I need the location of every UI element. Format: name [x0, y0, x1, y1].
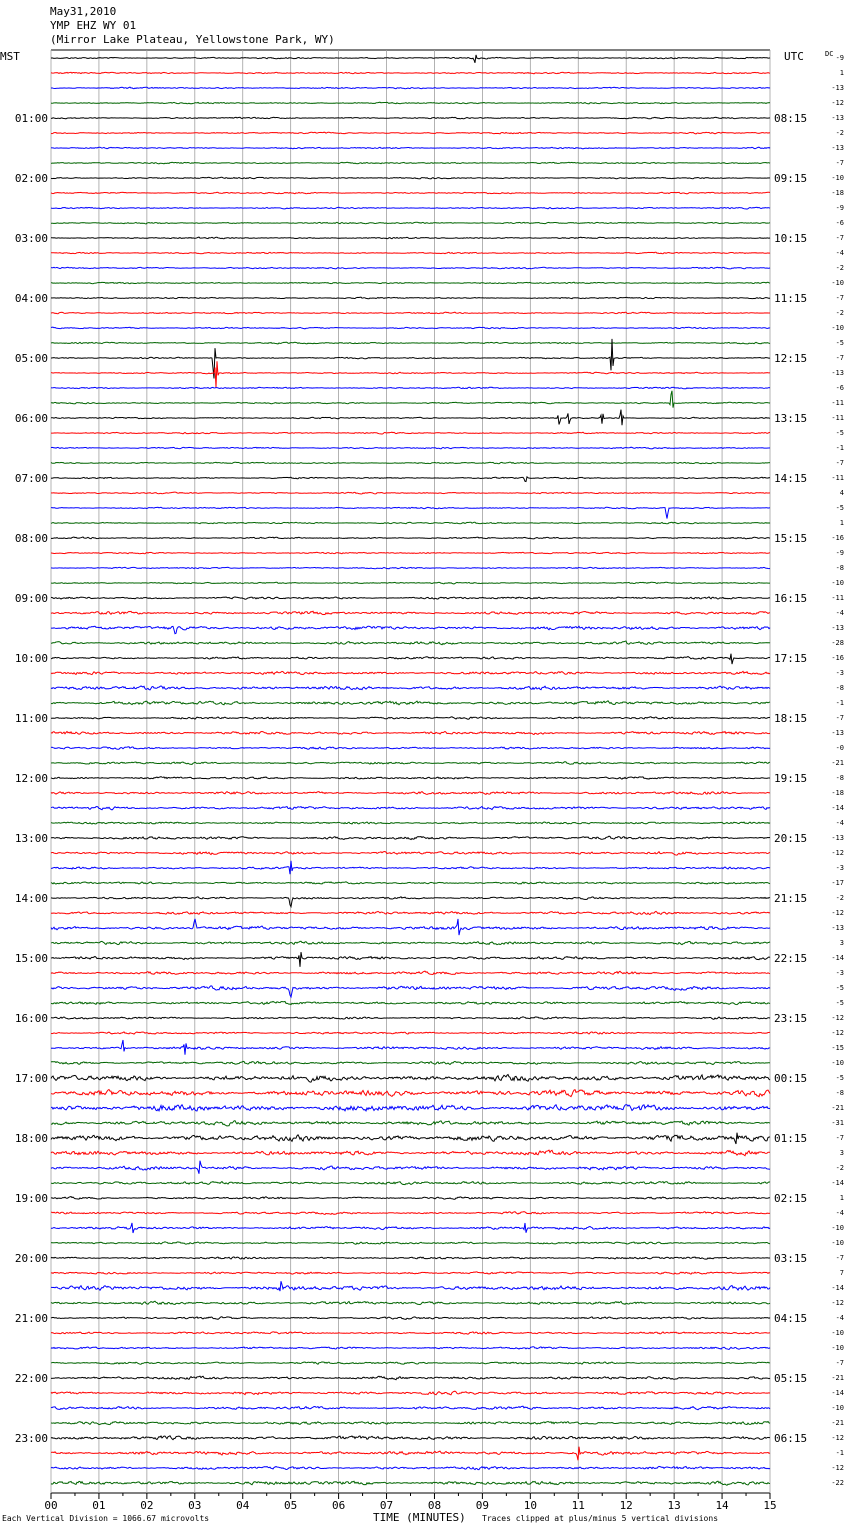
dc-offset-value: -31 [831, 1119, 844, 1127]
utc-time-label: 10:15 [774, 232, 808, 245]
seismic-trace [51, 911, 770, 914]
seismic-trace [51, 1121, 770, 1126]
seismic-trace [51, 132, 770, 134]
seismic-trace [51, 72, 770, 74]
seismic-trace [51, 1090, 770, 1097]
dc-offset-value: -3 [835, 969, 844, 977]
seismic-trace [51, 162, 770, 164]
dc-offset-value: -10 [831, 1329, 844, 1337]
dc-offset-value: -28 [831, 639, 844, 647]
dc-offset-value: -11 [831, 594, 844, 602]
seismic-trace [51, 882, 770, 884]
dc-offset-value: -7 [835, 234, 844, 242]
dc-offset-value: -12 [831, 849, 844, 857]
dc-offset-value: 4 [839, 489, 844, 497]
dc-offset-value: -13 [831, 624, 844, 632]
seismic-trace [51, 732, 770, 735]
seismic-trace [51, 1182, 770, 1185]
dc-offset-value: -10 [831, 1239, 844, 1247]
dc-offset-value: -21 [831, 1419, 844, 1427]
local-time-label: 13:00 [14, 832, 48, 845]
dc-offset-value: -11 [831, 399, 844, 407]
dc-offset-value: -7 [835, 294, 844, 302]
seismic-trace [51, 641, 770, 645]
dc-offset-value: -12 [831, 1434, 844, 1442]
dc-offset-value: -13 [831, 369, 844, 377]
local-time-label: 23:00 [14, 1432, 48, 1445]
left-timezone-label: MST [0, 50, 20, 63]
dc-offset-value: -18 [831, 189, 844, 197]
dc-offset-value: -5 [835, 999, 844, 1007]
seismic-trace [51, 836, 770, 839]
utc-time-label: 04:15 [774, 1312, 808, 1325]
seismic-trace [51, 1197, 770, 1200]
x-tick-label: 07 [379, 1499, 394, 1512]
seismic-trace [51, 361, 770, 387]
local-time-label: 20:00 [14, 1252, 48, 1265]
dc-offset-value: -16 [831, 534, 844, 542]
dc-offset-value: -12 [831, 1029, 844, 1037]
dc-offset-value: -7 [835, 354, 844, 362]
x-tick-label: 12 [619, 1499, 633, 1512]
x-tick-label: 03 [188, 1499, 202, 1512]
dc-offset-value: -5 [835, 984, 844, 992]
seismic-trace [51, 654, 770, 664]
utc-time-label: 01:15 [774, 1132, 808, 1145]
scale-note: Each Vertical Division = 1066.67 microvolts [2, 1514, 210, 1523]
x-tick-label: 10 [523, 1499, 537, 1512]
dc-offset-value: -10 [831, 324, 844, 332]
seismic-trace [51, 1347, 770, 1350]
seismic-trace [51, 1242, 770, 1245]
utc-time-label: 21:15 [774, 892, 808, 905]
seismic-trace [51, 1040, 770, 1055]
seismic-trace [51, 1317, 770, 1320]
seismic-trace [51, 410, 770, 426]
seismic-trace [51, 391, 770, 408]
seismic-trace [51, 1272, 770, 1274]
dc-offset-value: -12 [831, 1464, 844, 1472]
dc-offset-value: -7 [835, 459, 844, 467]
x-tick-label: 08 [427, 1499, 442, 1512]
dc-offset-value: -21 [831, 1104, 844, 1112]
seismic-trace [51, 387, 770, 389]
x-tick-label: 13 [667, 1499, 681, 1512]
dc-offset-value: -16 [831, 654, 844, 662]
dc-offset-value: -21 [831, 759, 844, 767]
seismic-trace [51, 671, 770, 674]
seismic-trace [51, 822, 770, 824]
seismic-trace [51, 852, 770, 856]
seismic-trace [51, 1362, 770, 1364]
dc-offset-value: -10 [831, 279, 844, 287]
dc-offset-value: -13 [831, 144, 844, 152]
utc-time-label: 03:15 [774, 1252, 808, 1265]
dc-offset-value: -10 [831, 1344, 844, 1352]
local-time-label: 14:00 [14, 892, 48, 905]
seismic-trace [51, 267, 770, 269]
dc-offset-value: -4 [835, 819, 844, 827]
seismic-trace [51, 971, 770, 974]
local-time-label: 15:00 [14, 952, 48, 965]
dc-offset-value: -13 [831, 729, 844, 737]
seismic-trace [51, 507, 770, 518]
seismic-trace [51, 432, 770, 434]
dc-offset-value: -8 [835, 774, 844, 782]
dc-offset-value: 1 [839, 519, 844, 527]
x-tick-label: 01 [92, 1499, 106, 1512]
dc-offset-value: -13 [831, 834, 844, 842]
dc-offset-value: -10 [831, 1404, 844, 1412]
dc-offset-value: -18 [831, 789, 844, 797]
dc-offset-value: -5 [835, 1074, 844, 1082]
seismic-trace [51, 792, 770, 795]
seismic-trace [51, 222, 770, 224]
seismic-trace [51, 567, 770, 569]
right-timezone-label: UTC [784, 50, 804, 63]
dc-offset-value: -14 [831, 1284, 844, 1292]
dc-offset-value: -7 [835, 1254, 844, 1262]
seismic-trace [51, 327, 770, 329]
dc-offset-value: -10 [831, 579, 844, 587]
dc-offset-value: -14 [831, 1389, 844, 1397]
dc-offset-value: -10 [831, 1059, 844, 1067]
seismic-trace [51, 1466, 770, 1469]
seismic-trace [51, 1281, 770, 1291]
x-tick-label: 02 [140, 1499, 154, 1512]
dc-offset-value: -5 [835, 429, 844, 437]
seismic-trace [51, 177, 770, 179]
dc-offset-value: -7 [835, 159, 844, 167]
seismic-trace [51, 477, 770, 482]
local-time-label: 11:00 [14, 712, 48, 725]
seismic-trace [51, 1301, 770, 1304]
station-location: (Mirror Lake Plateau, Yellowstone Park, WY) [50, 33, 335, 46]
seismic-trace [51, 1002, 770, 1005]
dc-offset-value: -14 [831, 954, 844, 962]
local-time-label: 10:00 [14, 652, 48, 665]
seismic-trace [51, 1105, 770, 1111]
seismic-trace [51, 1406, 770, 1410]
seismic-trace [51, 1481, 770, 1485]
dc-offset-value: -9 [835, 54, 844, 62]
dc-offset-value: -11 [831, 474, 844, 482]
local-time-label: 02:00 [14, 172, 48, 185]
seismic-trace [51, 1032, 770, 1034]
seismic-trace [51, 1332, 770, 1334]
dc-offset-value: -3 [835, 864, 844, 872]
seismic-trace [51, 87, 770, 89]
clip-note: Traces clipped at plus/minus 5 vertical divisions [482, 1514, 719, 1523]
seismic-trace [51, 1161, 770, 1174]
local-time-label: 12:00 [14, 772, 48, 785]
seismic-trace [51, 1257, 770, 1259]
dc-offset-value: -1 [835, 699, 844, 707]
seismic-trace [51, 1061, 770, 1064]
x-tick-label: 09 [475, 1499, 490, 1512]
dc-offset-value: -11 [831, 414, 844, 422]
dc-offset-value: 3 [839, 1149, 844, 1157]
dc-offset-value: -8 [835, 684, 844, 692]
dc-offset-value: -8 [835, 564, 844, 572]
local-time-label: 17:00 [14, 1072, 48, 1085]
seismic-trace [51, 701, 770, 705]
seismic-trace [51, 807, 770, 810]
seismic-trace [51, 1436, 770, 1440]
dc-offset-value: -1 [835, 1449, 844, 1457]
dc-offset-value: -17 [831, 879, 844, 887]
dc-offset-value: -12 [831, 99, 844, 107]
utc-time-label: 16:15 [774, 592, 808, 605]
utc-time-label: 09:15 [774, 172, 808, 185]
local-time-label: 22:00 [14, 1372, 48, 1385]
utc-time-label: 22:15 [774, 952, 808, 965]
dc-offset-value: -3 [835, 669, 844, 677]
x-tick-label: 00 [44, 1499, 58, 1512]
seismic-trace [51, 102, 770, 104]
dc-offset-value: -4 [835, 1314, 844, 1322]
dc-offset-value: -2 [835, 1164, 844, 1172]
utc-time-label: 17:15 [774, 652, 808, 665]
x-tick-label: 11 [571, 1499, 585, 1512]
dc-offset-value: -7 [835, 1359, 844, 1367]
dc-offset-value: 3 [839, 939, 844, 947]
dc-offset-value: -15 [831, 1044, 844, 1052]
local-time-label: 03:00 [14, 232, 48, 245]
dc-offset-value: -4 [835, 249, 844, 257]
seismic-trace [51, 55, 770, 63]
seismic-trace [51, 762, 770, 765]
seismic-trace [51, 1133, 770, 1144]
dc-offset-value: -13 [831, 114, 844, 122]
seismic-trace [51, 1223, 770, 1233]
utc-time-label: 13:15 [774, 412, 808, 425]
local-time-label: 07:00 [14, 472, 48, 485]
utc-time-label: 15:15 [774, 532, 808, 545]
dc-offset-value: -9 [835, 549, 844, 557]
seismic-trace [51, 537, 770, 539]
seismic-trace [51, 552, 770, 553]
seismic-trace [51, 1391, 770, 1395]
local-time-label: 04:00 [14, 292, 48, 305]
utc-time-label: 18:15 [774, 712, 808, 725]
dc-offset-value: -5 [835, 504, 844, 512]
dc-offset-value: -6 [835, 384, 844, 392]
seismic-trace [51, 522, 770, 523]
seismic-trace [51, 686, 770, 690]
seismic-trace [51, 1376, 770, 1380]
seismic-trace [51, 611, 770, 614]
dc-offset-value: -12 [831, 1299, 844, 1307]
utc-time-label: 06:15 [774, 1432, 808, 1445]
dc-offset-value: -2 [835, 309, 844, 317]
local-time-label: 18:00 [14, 1132, 48, 1145]
seismic-trace [51, 192, 770, 194]
utc-time-label: 11:15 [774, 292, 808, 305]
dc-offset-value: -4 [835, 1209, 844, 1217]
seismic-trace [51, 297, 770, 299]
dc-offset-value: 1 [839, 69, 844, 77]
seismic-trace [51, 1422, 770, 1425]
seismic-trace [51, 952, 770, 967]
dc-offset-value: -2 [835, 894, 844, 902]
dc-offset-value: -10 [831, 174, 844, 182]
dc-offset-value: -2 [835, 129, 844, 137]
seismic-trace [51, 492, 770, 494]
local-time-label: 09:00 [14, 592, 48, 605]
seismic-trace [51, 582, 770, 584]
x-tick-label: 06 [331, 1499, 346, 1512]
dc-offset-value: -7 [835, 714, 844, 722]
dc-offset-value: -13 [831, 84, 844, 92]
dc-offset-value: -6 [835, 219, 844, 227]
seismic-trace [51, 147, 770, 149]
seismic-trace [51, 282, 770, 284]
seismic-trace [51, 207, 770, 209]
dc-offset-value: -1 [835, 444, 844, 452]
seismic-trace [51, 1447, 770, 1461]
seismic-trace [51, 861, 770, 874]
dc-offset-value: -12 [831, 909, 844, 917]
seismic-trace [51, 237, 770, 239]
local-time-label: 19:00 [14, 1192, 48, 1205]
seismic-trace [51, 1150, 770, 1156]
x-tick-label: 15 [763, 1499, 777, 1512]
seismic-trace [51, 342, 770, 344]
local-time-label: 08:00 [14, 532, 48, 545]
dc-offset-value: -2 [835, 264, 844, 272]
seismic-trace [51, 1212, 770, 1215]
local-time-label: 06:00 [14, 412, 48, 425]
seismic-trace [51, 447, 770, 449]
x-tick-label: 04 [236, 1499, 250, 1512]
local-time-label: 01:00 [14, 112, 48, 125]
dc-offset-value: -9 [835, 204, 844, 212]
utc-time-label: 12:15 [774, 352, 808, 365]
utc-time-label: 05:15 [774, 1372, 808, 1385]
seismic-trace [51, 747, 770, 750]
dc-offset-value: -22 [831, 1479, 844, 1487]
seismic-trace [51, 986, 770, 997]
utc-time-label: 02:15 [774, 1192, 808, 1205]
station-code: YMP EHZ WY 01 [50, 19, 137, 32]
local-time-label: 05:00 [14, 352, 48, 365]
dc-offset-value: 7 [839, 1269, 844, 1277]
seismic-trace [51, 941, 770, 944]
x-tick-label: 14 [715, 1499, 729, 1512]
record-date: May31,2010 [50, 5, 117, 18]
dc-offset-value: -13 [831, 924, 844, 932]
utc-time-label: 08:15 [774, 112, 808, 125]
x-axis-title: TIME (MINUTES) [373, 1511, 466, 1524]
seismic-trace [51, 717, 770, 719]
local-time-label: 16:00 [14, 1012, 48, 1025]
seismic-trace [51, 252, 770, 253]
utc-time-label: 00:15 [774, 1072, 808, 1085]
seismic-trace [51, 462, 770, 464]
dc-offset-value: -10 [831, 1224, 844, 1232]
seismic-trace [51, 626, 770, 634]
dc-offset-header: DC [825, 50, 834, 58]
seismic-trace [51, 597, 770, 599]
dc-offset-value: 1 [839, 1194, 844, 1202]
dc-offset-value: -21 [831, 1374, 844, 1382]
dc-offset-value: -7 [835, 1134, 844, 1142]
local-time-label: 21:00 [14, 1312, 48, 1325]
seismic-trace [51, 777, 770, 780]
seismic-trace [51, 1075, 770, 1083]
dc-offset-value: -14 [831, 1179, 844, 1187]
seismic-trace [51, 897, 770, 907]
seismic-trace [51, 919, 770, 935]
dc-offset-value: -5 [835, 339, 844, 347]
dc-offset-value: -12 [831, 1014, 844, 1022]
seismic-trace [51, 312, 770, 314]
dc-offset-value: -4 [835, 609, 844, 617]
seismic-trace [51, 1017, 770, 1020]
seismic-trace [51, 117, 770, 119]
x-tick-label: 05 [284, 1499, 298, 1512]
dc-offset-value: -0 [835, 744, 844, 752]
utc-time-label: 14:15 [774, 472, 808, 485]
dc-offset-value: -8 [835, 1089, 844, 1097]
utc-time-label: 19:15 [774, 772, 808, 785]
utc-time-label: 23:15 [774, 1012, 808, 1025]
dc-offset-value: -14 [831, 804, 844, 812]
utc-time-label: 20:15 [774, 832, 808, 845]
